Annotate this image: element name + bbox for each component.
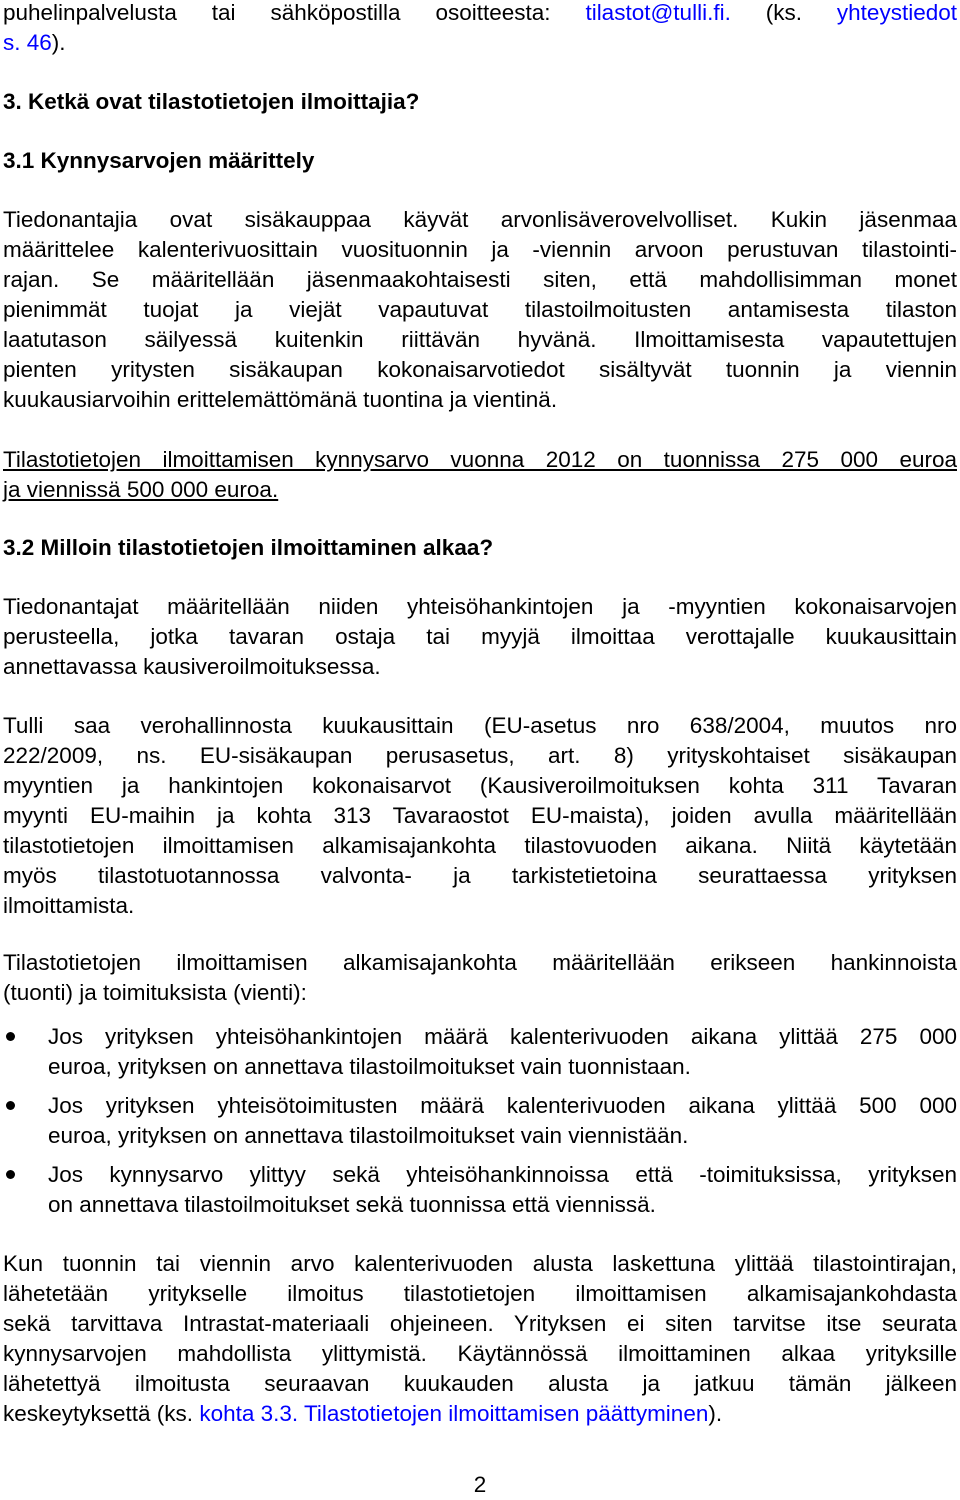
page-number: 2	[473, 1472, 487, 1497]
paragraph-line: Kun tuonnin tai viennin arvo kalenterivuoden alusta laskettuna ylittää tilastointirajan,	[3, 1251, 957, 1276]
intro-line-1	[3, 0, 957, 28]
paragraph-line: perusteella, jotka tavaran ostaja tai myyjä ilmoittaa verottajalle kuukausittain	[3, 624, 957, 649]
intro-tail: ).	[51, 30, 66, 55]
intro-line-2	[3, 28, 957, 58]
paragraph-line: Tilastotietojen ilmoittamisen alkamisajankohta määritellään erikseen hankinnoista	[3, 950, 957, 975]
paragraph-line: sekä tarvittava Intrastat-materiaali ohjeineen. Yrityksen ei siten tarvitse itse seurata	[3, 1311, 957, 1336]
paragraph-line: lähetettyä ilmoitusta seuraavan kuukauden alusta ja jatkuu tämän jälkeen	[3, 1371, 957, 1396]
paragraph-line: annettavassa kausiveroilmoituksessa.	[3, 654, 381, 679]
paragraph-line: myynti EU-maihin ja kohta 313 Tavaraostot EU-maista), joiden avulla määritellään	[3, 803, 957, 828]
paragraph-last-line	[3, 1399, 957, 1429]
bullet-dot-icon	[6, 1170, 15, 1179]
paragraph-line: pienten yritysten sisäkaupan kokonaisarvotiedot sisältyvät tuonnin ja viennin	[3, 357, 957, 382]
bullet-line: on annettava tilastoilmoitukset sekä tuonnissa että viennissä.	[48, 1192, 656, 1217]
paragraph-line: (tuonti) ja toimituksista (vienti):	[3, 980, 307, 1005]
reference-suffix: ).	[708, 1401, 723, 1426]
paragraph-line: tilastotietojen ilmoittamisen alkamisajankohta tilastovuoden aikana. Niitä käytetään	[3, 833, 957, 858]
paragraph-line: myyntien ja hankintojen kokonaisarvot (Kausiveroilmoituksen kohta 311 Tavaran	[3, 773, 957, 798]
bullet-line: Jos kynnysarvo ylittyy sekä yhteisöhankinnoissa että -toimituksissa, yrityksen	[48, 1162, 957, 1187]
intro-ks: (ks.	[765, 0, 802, 25]
threshold-text: ja viennissä 500 000 euroa.	[3, 477, 279, 502]
paragraph-line: määrittelee kalenterivuosittain vuosituonnin ja -viennin arvoon perustuvan tilastointi-	[3, 237, 957, 262]
email-link[interactable]: tilastot@tulli.fi.	[585, 0, 731, 25]
bullet-line: euroa, yrityksen on annettava tilastoilmoitukset vain tuonnistaan.	[48, 1054, 691, 1079]
contacts-page-link[interactable]: s. 46	[3, 30, 52, 55]
paragraph-line: ilmoittamista.	[3, 893, 135, 918]
paragraph-line: Tulli saa verohallinnosta kuukausittain (EU-asetus nro 638/2004, muutos nro	[3, 713, 957, 738]
bullet-line: euroa, yrityksen on annettava tilastoilmoitukset vain viennistään.	[48, 1123, 689, 1148]
paragraph-line: Tiedonantajia ovat sisäkauppaa käyvät arvonlisäverovelvolliset. Kukin jäsenmaa	[3, 207, 957, 232]
bullet-dot-icon	[6, 1101, 15, 1110]
bullet-dot-icon	[6, 1032, 15, 1041]
paragraph-line: kuukausiarvoihin erittelemättömänä tuontina ja vientinä.	[3, 387, 558, 412]
paragraph-line: 222/2009, ns. EU-sisäkaupan perusasetus, art. 8) yrityskohtaiset sisäkaupan	[3, 743, 957, 768]
paragraph-line: myös tilastotuotannossa valvonta- ja tarkistetietoina seurattaessa yrityksen	[3, 863, 957, 888]
intro-text: puhelinpalvelusta tai sähköpostilla osoitteesta:	[3, 0, 551, 25]
heading-section-3-2: 3.2 Milloin tilastotietojen ilmoittaminen alkaa?	[3, 535, 494, 560]
paragraph-line: lähetetään yritykselle ilmoitus tilastotietojen ilmoittamisen alkamisajankohdasta	[3, 1281, 957, 1306]
heading-section-3-1: 3.1 Kynnysarvojen määrittely	[3, 148, 315, 173]
section-3-3-link[interactable]: kohta 3.3. Tilastotietojen ilmoittamisen päättyminen	[199, 1401, 709, 1426]
contacts-link[interactable]: yhteystiedot	[836, 0, 957, 25]
paragraph-line: rajan. Se määritellään jäsenmaakohtaisesti siten, että mahdollisimman monet	[3, 267, 957, 292]
bullet-line: Jos yrityksen yhteisöhankintojen määrä kalenterivuoden aikana ylittää 275 000	[48, 1024, 957, 1049]
paragraph-line: Tiedonantajat määritellään niiden yhteisöhankintojen ja -myyntien kokonaisarvojen	[3, 594, 957, 619]
reference-prefix: keskeytyksettä (ks.	[3, 1401, 194, 1426]
threshold-text: Tilastotietojen ilmoittamisen kynnysarvo vuonna 2012 on tuonnissa 275 000 euroa	[3, 447, 957, 472]
threshold-statement-line	[3, 445, 957, 475]
paragraph-line: kynnysarvojen mahdollista ylittymistä. Käytännössä ilmoittaminen alkaa yrityksille	[3, 1341, 957, 1366]
bullet-line: Jos yrityksen yhteisötoimitusten määrä kalenterivuoden aikana ylittää 500 000	[48, 1093, 957, 1118]
paragraph-line: laatutason säilyessä kuitenkin riittävän hyvänä. Ilmoittamisesta vapautettujen	[3, 327, 957, 352]
heading-section-3: 3. Ketkä ovat tilastotietojen ilmoittajia?	[3, 89, 420, 114]
threshold-statement-line	[3, 475, 957, 505]
paragraph-line: pienimmät tuojat ja viejät vapautuvat tilastoilmoitusten antamisesta tilaston	[3, 297, 957, 322]
